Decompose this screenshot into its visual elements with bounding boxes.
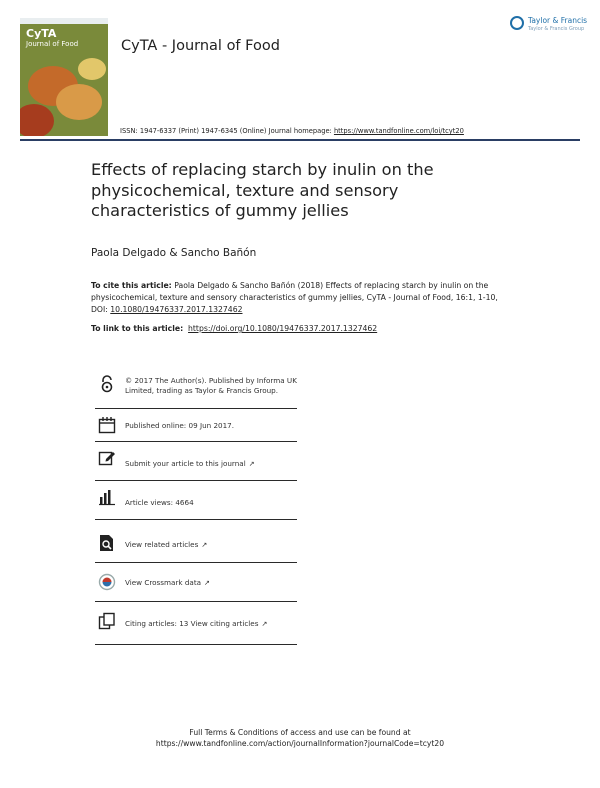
external-link-icon: ↗ (201, 541, 208, 549)
bar-chart-icon (98, 488, 116, 506)
publisher-tagline: Taylor & Francis Group (528, 26, 585, 32)
cover-title: CyTA (26, 27, 57, 40)
article-views: Article views: 4664 (125, 498, 194, 507)
footer (0, 727, 600, 749)
crossmark-icon (98, 573, 116, 591)
citing-articles-link[interactable]: Citing articles: 13 View citing articles (125, 619, 259, 628)
issn-line (120, 127, 464, 135)
citation-text: Paola Delgado & Sancho Bañón (2018) Effects of replacing starch by inulin on the physicochemical, texture and sensory characteristics of gummy jellies, CyTA - Journal of Food, 16:1, 1-10, DOI: (91, 281, 498, 314)
list-item-related[interactable] (95, 520, 297, 563)
related-articles-icon (98, 534, 116, 552)
external-link-icon: ↗ (204, 579, 210, 587)
citation-label: To cite this article: (91, 281, 172, 290)
crossmark-link[interactable]: View Crossmark data (125, 578, 202, 587)
list-item-views (95, 481, 297, 520)
citing-articles-icon (98, 612, 116, 630)
list-item-crossmark[interactable] (95, 563, 297, 602)
list-item-citing[interactable] (95, 602, 297, 645)
article-title: Effects of replacing starch by inulin on the physicochemical, texture and sensory characteristics of gummy jellies (91, 160, 434, 220)
logo-icon (510, 16, 524, 30)
external-link-icon: ↗ (261, 620, 268, 628)
article-doi-url[interactable]: https://doi.org/10.1080/19476337.2017.1327462 (188, 324, 378, 333)
list-item-submit[interactable] (95, 442, 297, 481)
submit-article-link[interactable]: Submit your article to this journal (125, 459, 246, 468)
edit-icon (98, 449, 116, 467)
citation-block (91, 280, 511, 316)
footer-terms-text: Full Terms & Conditions of access and use can be found at (189, 728, 411, 737)
list-item-published (95, 409, 297, 442)
issn-text: ISSN: 1947-6337 (Print) 1947-6345 (Online) Journal homepage: (120, 127, 334, 135)
license-text: © 2017 The Author(s). Published by Informa UK Limited, trading as Taylor & Francis Group. (125, 376, 297, 395)
external-link-icon: ↗ (248, 460, 255, 468)
footer-terms-link[interactable]: https://www.tandfonline.com/action/journalInformation?journalCode=tcyt20 (155, 739, 445, 748)
publisher-name: Taylor & Francis (528, 16, 588, 25)
journal-homepage-link[interactable]: https://www.tandfonline.com/loi/tcyt20 (333, 127, 464, 135)
article-metadata-list (95, 368, 297, 645)
cover-subtitle: Journal of Food (26, 40, 79, 48)
journal-title: CyTA - Journal of Food (121, 38, 280, 54)
link-label: To link to this article: (91, 324, 184, 333)
open-access-icon (98, 375, 116, 393)
related-articles-link[interactable]: View related articles (125, 540, 199, 549)
article-authors: Paola Delgado & Sancho Bañón (91, 247, 257, 259)
published-date: Published online: 09 Jun 2017. (125, 421, 235, 430)
header-divider (20, 139, 580, 141)
calendar-icon (98, 416, 116, 434)
doi-link[interactable]: 10.1080/19476337.2017.1327462 (110, 305, 243, 314)
list-item-license (95, 368, 297, 409)
journal-cover-image (20, 18, 108, 136)
link-line (91, 324, 377, 333)
